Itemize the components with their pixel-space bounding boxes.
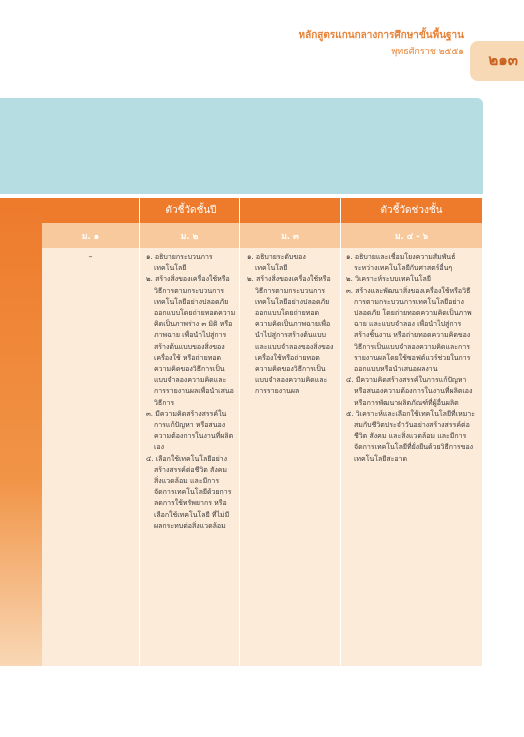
cell-m3 — [247, 252, 335, 398]
book-year: พุทธศักราช ๒๕๕๑ — [391, 47, 464, 57]
indicator-item: ๒. วิเคราะห์ระบบเทคโนโลยี — [346, 275, 431, 284]
indicator-item: ๑. อธิบายกระบวนการเทคโนโลยี — [146, 253, 213, 273]
indicator-item: ๒. สร้างสิ่งของเครื่องใช้หรือวิธีการตามกระบวนการเทคโนโลยีอย่างปลอดภัย ออกแบบโดยถ่ายทอดความคิดเป็นภาพฉายเพื่อนำไปสู่การสร้างต้นแบบ และแบบจำลองของสิ่งของเครื่องใช้หรือถ่ายทอดความคิดของวิธีการเป็นแบบจำลองความคิดและการรายงานผล — [247, 275, 334, 396]
column-divider — [139, 198, 140, 666]
indicator-item: ๒. สร้างสิ่งของเครื่องใช้หรือวิธีการตามกระบวนการเทคโนโลยีอย่างปลอดภัย ออกแบบโดยถ่ายทอดความคิดเป็นภาพร่าง ๓ มิติ หรือภาพฉาย เพื่อนำไปสู่การสร้างต้นแบบของสิ่งของเครื่องใช้ หรือถ่ายทอดความคิดของวิธีการเป็นแบบจำลองความคิดและการรายงานผลเพื่อนำเสนอวิธีการ — [146, 275, 236, 407]
group-header-grade: ตัวชี้วัดชั้นปี — [42, 198, 340, 223]
standard-banner — [0, 98, 483, 194]
column-header-m3: ม. ๓ — [240, 223, 340, 248]
table-side-strip — [0, 198, 42, 666]
cell-m4-6 — [346, 252, 476, 465]
indicator-item: ๔. เลือกใช้เทคโนโลยีอย่างสร้างสรรค์ต่อชีวิต สังคม สิ่งแวดล้อม และมีการจัดการเทคโนโลยีด้วยการลดการใช้ทรัพยากร หรือเลือกใช้เทคโนโลยี ที่ไม่มีผลกระทบต่อสิ่งแวดล้อม — [146, 454, 232, 530]
indicator-item: ๑. อธิบายและเชื่อมโยงความสัมพันธ์ระหว่างเทคโนโลยีกับศาสตร์อื่นๆ — [346, 253, 456, 273]
indicators-table — [42, 198, 482, 666]
indicator-item: ๔. มีความคิดสร้างสรรค์ในการแก้ปัญหาหรือสนองความต้องการในงานที่ผลิตเอง หรือการพัฒนาผลิตภัณฑ์ที่ผู้อื่นผลิต — [346, 376, 473, 407]
book-title: หลักสูตรแกนกลางการศึกษาขั้นพื้นฐาน — [298, 30, 464, 41]
page-number: ๒๑๓ — [488, 51, 518, 69]
column-divider — [340, 198, 341, 666]
cell-m2 — [146, 252, 236, 532]
cell-m1: – — [88, 252, 93, 261]
group-header-level: ตัวชี้วัดช่วงชั้น — [341, 198, 482, 223]
column-header-m1: ม. ๑ — [42, 223, 139, 248]
column-header-m4-6: ม. ๔ - ๖ — [341, 223, 482, 248]
indicator-item: ๑. อธิบายระดับของเทคโนโลยี — [247, 253, 306, 273]
column-divider — [239, 198, 240, 666]
indicator-item: ๓. สร้างและพัฒนาสิ่งของเครื่องใช้หรือวิธีการตามกระบวนการเทคโนโลยีอย่างปลอดภัย โดยถ่ายทอดความคิดเป็นภาพฉาย และแบบจำลอง เพื่อนำไปสู่การสร้างชิ้นงาน หรือถ่ายทอดความคิดของวิธีการเป็นแบบจำลองความคิดและการรายงานผลโดยใช้ซอฟต์แวร์ช่วยในการออกแบบหรือนำเสนอผลงาน — [346, 286, 472, 374]
indicator-item: ๕. วิเคราะห์และเลือกใช้เทคโนโลยีที่เหมาะสมกับชีวิตประจำวันอย่างสร้างสรรค์ต่อชีวิต สังคม และสิ่งแวดล้อม และมีการจัดการเทคโนโลยีที่ยั่งยืนด้วยวิธีการของเทคโนโลยีสะอาด — [346, 409, 475, 463]
indicator-item: ๓. มีความคิดสร้างสรรค์ในการแก้ปัญหา หรือสนองความต้องการในงานที่ผลิตเอง — [146, 409, 234, 452]
column-header-m2: ม. ๒ — [140, 223, 239, 248]
